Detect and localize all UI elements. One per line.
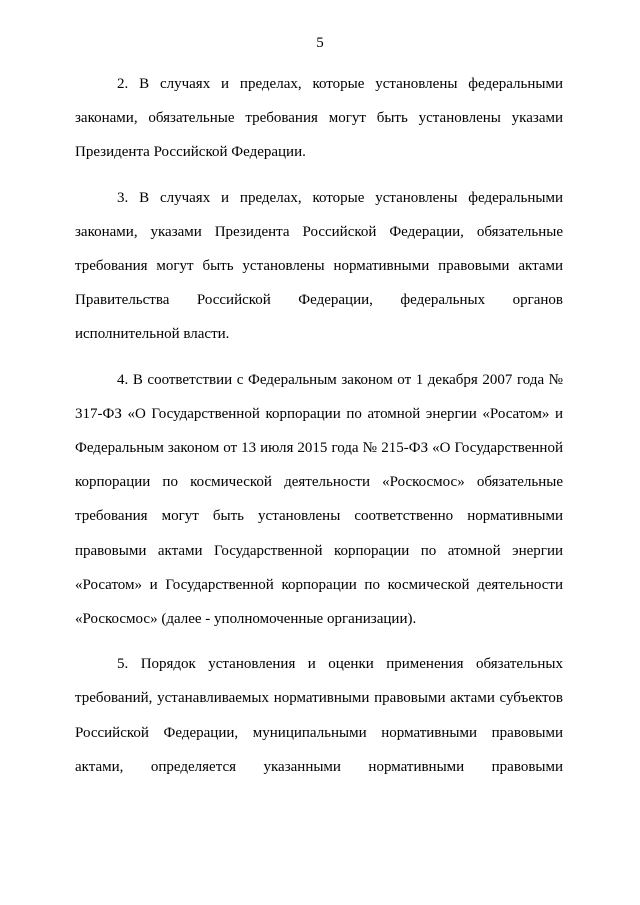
document-body (75, 67, 563, 795)
paragraph-4: 4. В соответствии с Федеральным законом от 1 декабря 2007 года № 317-ФЗ «О Государственной корпорации по атомной энергии «Росатом» и Федеральным законом от 13 июля 2015 года № 215-ФЗ «О Государственной корпорации по космической деятельности «Роскосмос» обязательные требования могут быть установлены соответственно нормативными правовыми актами Государственной корпорации по атомной энергии «Росатом» и Государственной корпорации по космической деятельности «Роскосмос» (далее - уполномоченные организации). (75, 371, 563, 628)
paragraph-2: 2. В случаях и пределах, которые установлены федеральными законами, обязательные требования могут быть установлены указами Президента Российской Федерации. (75, 76, 563, 161)
page-number: 5 (316, 35, 324, 51)
paragraph-3: 3. В случаях и пределах, которые установлены федеральными законами, указами Президента Российской Федерации, обязательные требования могут быть установлены нормативными правовыми актами Правительства Российской Федерации, федеральных органов исполнительной власти. (75, 189, 563, 343)
paragraph-5: 5. Порядок установления и оценки применения обязательных требований, устанавливаемых нормативными правовыми актами субъектов Российской Федерации, муниципальными нормативными правовыми актами, определяется указанными нормативными правовыми (75, 656, 563, 775)
